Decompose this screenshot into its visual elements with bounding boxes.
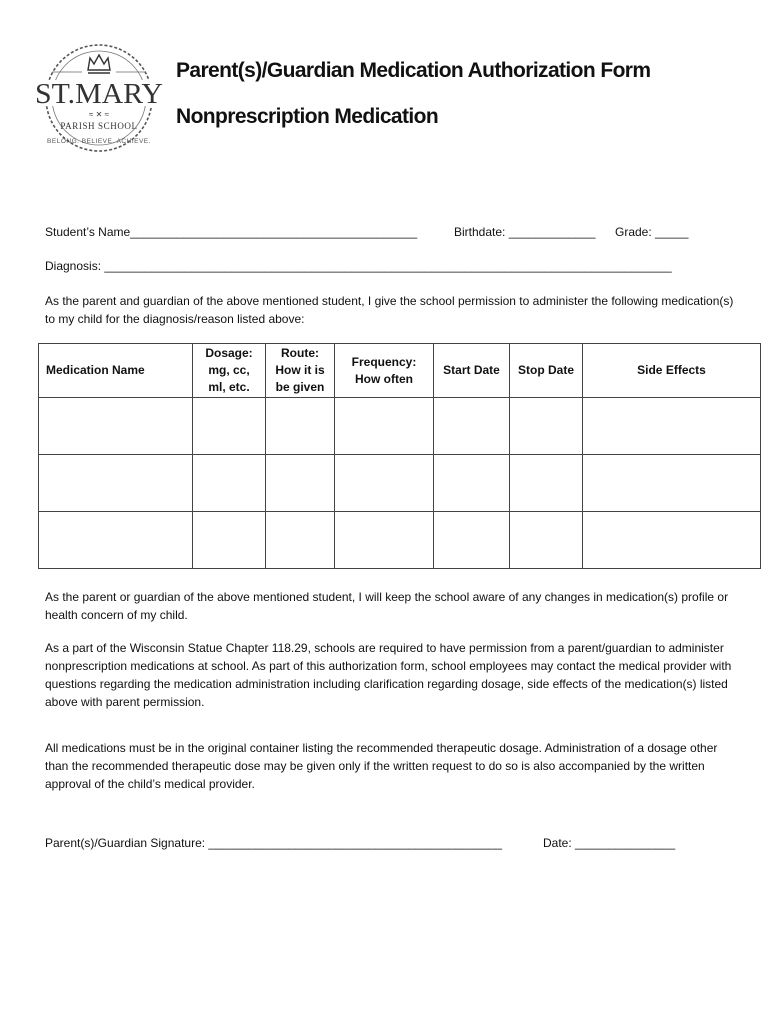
- medication-table: [38, 343, 761, 569]
- aware-paragraph: As the parent or guardian of the above mentioned student, I will keep the school aware of any changes in medication(s) profile or health concern of my child.: [45, 590, 729, 622]
- table-cell[interactable]: [583, 398, 761, 455]
- col-dosage: Dosage: mg, cc, ml, etc.: [193, 344, 266, 398]
- table-cell[interactable]: [193, 455, 266, 512]
- table-cell[interactable]: [434, 455, 510, 512]
- logo-name-text: ST.MARY: [35, 79, 163, 110]
- table-cell[interactable]: [335, 455, 434, 512]
- table-cell[interactable]: [39, 455, 193, 512]
- col-start-date: Start Date: [434, 344, 510, 398]
- statute-paragraph: As a part of the Wisconsin Statue Chapter 118.29, schools are required to have permission from a parent/guardian to administer nonprescription medications at school. As part of this authorization form, school employees may contact the medical provider with questions regarding the medication administration including clarification regarding dosage, side effects of the medication(s) listed above with parent permission.: [45, 641, 732, 709]
- table-cell[interactable]: [510, 398, 583, 455]
- intro-paragraph: As the parent and guardian of the above mentioned student, I give the school permission to administer the following medication(s) to my child for the diagnosis/reason listed above:: [45, 294, 734, 326]
- table-cell[interactable]: [583, 512, 761, 569]
- table-cell[interactable]: [335, 512, 434, 569]
- table-cell[interactable]: [583, 455, 761, 512]
- col-medication-name: Medication Name: [39, 344, 193, 398]
- student-name-field[interactable]: Student’s Name___________________________________________: [45, 225, 418, 239]
- table-cell[interactable]: [434, 512, 510, 569]
- table-cell[interactable]: [193, 398, 266, 455]
- table-row: [39, 512, 761, 569]
- diagnosis-field[interactable]: Diagnosis: _____________________________________________________________________________________: [45, 259, 672, 273]
- logo-school-text: PARISH SCHOOL: [60, 121, 138, 131]
- col-frequency: Frequency: How often: [335, 344, 434, 398]
- grade-field[interactable]: Grade: _____: [615, 225, 689, 239]
- table-cell[interactable]: [510, 455, 583, 512]
- form-title: Parent(s)/Guardian Medication Authorization Form: [176, 59, 651, 82]
- table-cell[interactable]: [266, 455, 335, 512]
- crown-icon: [88, 55, 110, 73]
- signature-date-field[interactable]: Date: _______________: [543, 836, 676, 850]
- logo-motto-text: BELONG. BELIEVE. ACHIEVE.: [47, 138, 151, 145]
- table-row: [39, 455, 761, 512]
- table-cell[interactable]: [335, 398, 434, 455]
- col-route: Route: How it is be given: [266, 344, 335, 398]
- birthdate-field[interactable]: Birthdate: _____________: [454, 225, 596, 239]
- signature-field[interactable]: Parent(s)/Guardian Signature: ____________________________________________: [45, 836, 503, 850]
- container-paragraph: All medications must be in the original container listing the recommended therapeutic dosage. Administration of a dosage other than the recommended therapeutic dose may be given only if the written request to do so is also accompanied by the written approval of the child’s medical provider.: [45, 741, 718, 791]
- col-stop-date: Stop Date: [510, 344, 583, 398]
- table-cell[interactable]: [266, 398, 335, 455]
- table-cell[interactable]: [39, 398, 193, 455]
- table-cell[interactable]: [434, 398, 510, 455]
- svg-text:≈ ✕ ≈: ≈ ✕ ≈: [89, 110, 109, 119]
- col-side-effects: Side Effects: [583, 344, 761, 398]
- table-cell[interactable]: [510, 512, 583, 569]
- table-cell[interactable]: [266, 512, 335, 569]
- table-row: [39, 398, 761, 455]
- form-subtitle: Nonprescription Medication: [176, 105, 439, 128]
- table-cell[interactable]: [193, 512, 266, 569]
- table-header-row: [39, 344, 761, 398]
- school-logo: [32, 42, 166, 154]
- table-cell[interactable]: [39, 512, 193, 569]
